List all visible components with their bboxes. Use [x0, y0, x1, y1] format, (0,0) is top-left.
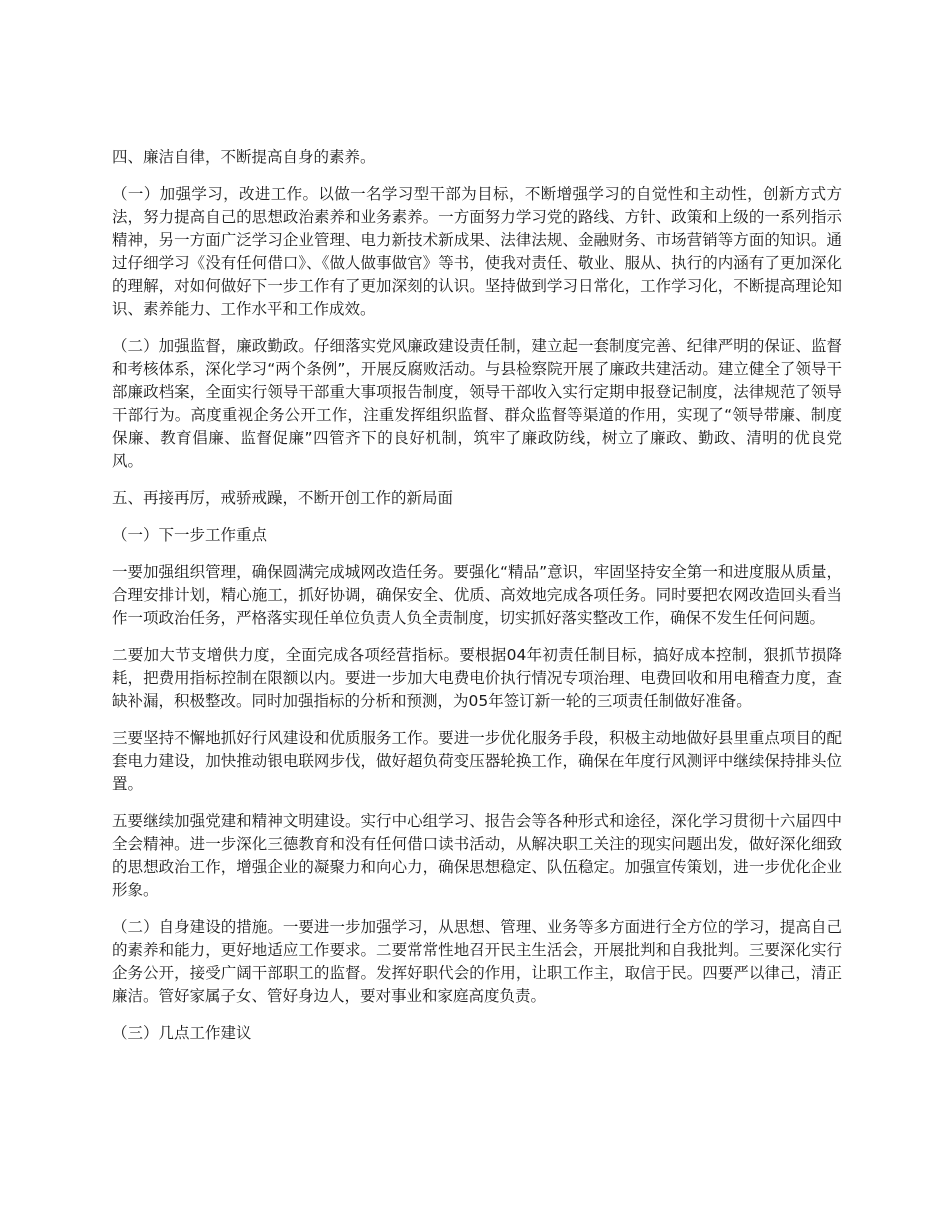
paragraph-item-1: 一要加强组织管理，确保圆满完成城网改造任务。要强化“精品”意识，牢固坚持安全第一和进度服从质量，合理安排计划，精心施工，抓好协调，确保安全、优质、高效地完成各项任务。同时要把农网改造回头看当作一项政治任务，严格落实现任单位负责人负全责制度，切实抓好落实整改工作，确保不发生任何问题。 — [112, 563, 842, 627]
paragraph-item-5: 五要继续加强党建和精神文明建设。实行中心组学习、报告会等各种形式和途径，深化学习贯彻十六届四中全会精神。进一步深化三德教育和没有任何借口读书活动，从解决职工关注的现实问题出发，做好深化细致的思想政治工作，增强企业的凝聚力和向心力，确保思想稳定、队伍稳定。加强宣传策划，进一步优化企业形象。 — [112, 812, 842, 899]
subheading-next-steps: （一）下一步工作重点 — [112, 526, 268, 544]
paragraph-supervision: （二）加强监督，廉政勤政。仔细落实党风廉政建设责任制，建立起一套制度完善、纪律严明的保证、监督和考核体系，深化学习“两个条例”，开展反腐败活动。与县检察院开展了廉政共建活动。建立健全了领导干部廉政档案，全面实行领导干部重大事项报告制度，领导干部收入实行定期申报登记制度，法律规范了领导干部行为。高度重视企务公开工作，注重发挥组织监督、群众监督等渠道的作用，实现了“领导带廉、制度保廉、教育倡廉、监督促廉”四管齐下的良好机制，筑牢了廉政防线，树立了廉政、勤政、清明的优良党风。 — [112, 337, 842, 470]
paragraph-item-3: 三要坚持不懈地抓好行风建设和优质服务工作。要进一步优化服务手段，积极主动地做好县里重点项目的配套电力建设，加快推动银电联网步伐，做好超负荷变压器轮换工作，确保在年度行风测评中继续保持排头位置。 — [112, 729, 842, 793]
paragraph-item-2: 二要加大节支增供力度，全面完成各项经营指标。要根据04年初责任制目标，搞好成本控制，狠抓节损降耗，把费用指标控制在限额以内。要进一步加大电费电价执行情况专项治理、电费回收和用电稽查力度，查缺补漏，积极整改。同时加强指标的分析和预测，为05年签订新一轮的三项责任制做好准备。 — [112, 646, 842, 710]
section-heading-5: 五、再接再厉，戒骄戒躁，不断开创工作的新局面 — [112, 489, 454, 507]
subheading-suggestions: （三）几点工作建议 — [112, 1024, 252, 1042]
paragraph-study: （一）加强学习，改进工作。以做一名学习型干部为目标，不断增强学习的自觉性和主动性，创新方式方法，努力提高自己的思想政治素养和业务素养。一方面努力学习党的路线、方针、政策和上级的一系列指示精神，另一方面广泛学习企业管理、电力新技术新成果、法律法规、金融财务、市场营销等方面的知识。通过仔细学习《没有任何借口》、《做人做事做官》等书，使我对责任、敬业、服从、执行的内涵有了更加深化的理解，对如何做好下一步工作有了更加深刻的认识。坚持做到学习日常化，工作学习化，不断提高理论知识、素养能力、工作水平和工作成效。 — [112, 185, 842, 318]
document-body — [112, 146, 842, 1059]
section-heading-4: 四、廉洁自律，不断提高自身的素养。 — [112, 148, 376, 166]
paragraph-self-building: （二）自身建设的措施。一要进一步加强学习，从思想、管理、业务等多方面进行全方位的学习，提高自己的素养和能力，更好地适应工作要求。二要常常性地召开民主生活会，开展批判和自我批判。三要深化实行企务公开，接受广阔干部职工的监督。发挥好职代会的作用，让职工作主，取信于民。四要严以律己，清正廉洁。管好家属子女、管好身边人，要对事业和家庭高度负责。 — [112, 918, 842, 1005]
